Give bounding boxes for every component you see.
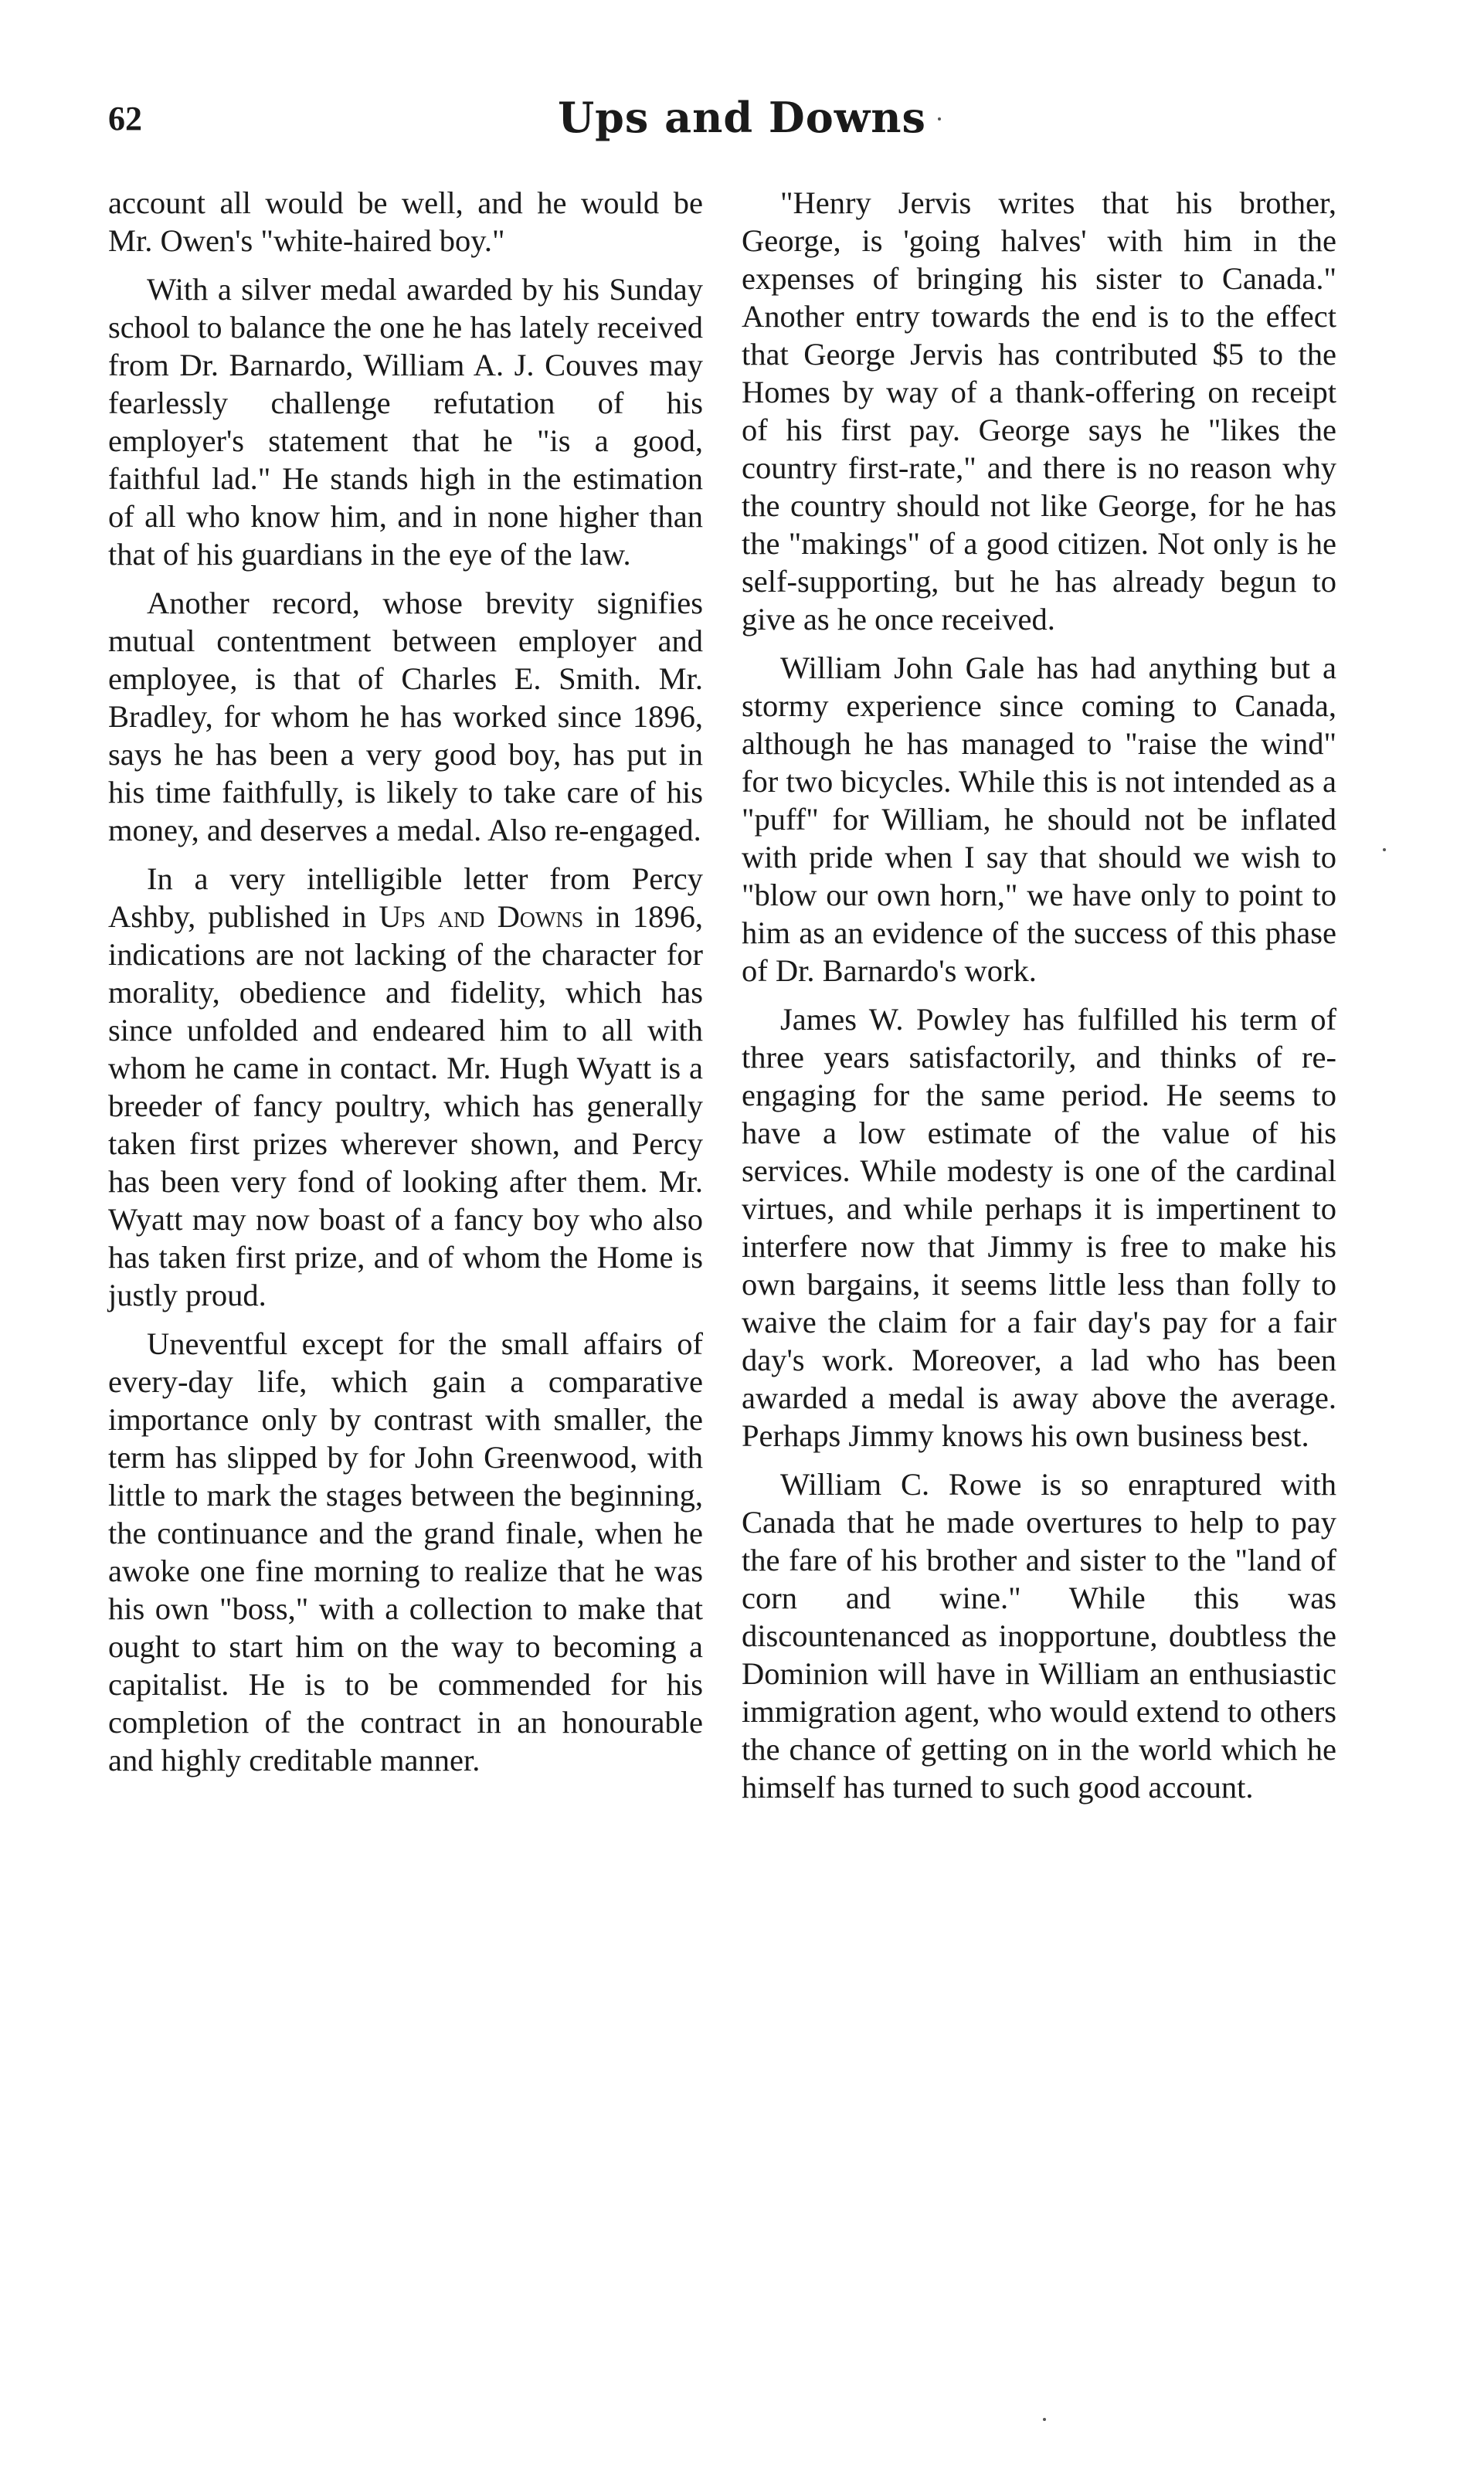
print-speck — [938, 117, 941, 121]
print-speck — [1043, 2418, 1046, 2421]
print-speck — [1383, 848, 1386, 851]
paragraph-gale: William John Gale has had anything but a stormy experience since coming to Canada, although he has managed to "raise the wind" for two bicycles. While this is not intended as a "puff" for William, he should not be inflated with pride when I say that should we wish to "blow our own horn," we have only to point to him as an evidence of the success of this phase of Dr. Barnardo's work. — [742, 650, 1336, 988]
magazine-name: Ups and Downs — [379, 899, 584, 934]
paragraph-couves: With a silver medal awarded by his Sunday school to balance the one he has lately received from Dr. Barnardo, William A. J. Couves may fearlessly challenge refutation of his employer's statement that he "is a good, faithful lad." He stands high in the estimation of all who know him, and in none higher than that of his guardians in the eye of the law. — [108, 272, 703, 572]
running-title: Ups and Downs — [558, 93, 926, 142]
paragraph-powley: James W. Powley has fulfilled his term of three years satisfactorily, and thinks of re-engaging for the same period. He seems to have a low estimate of the value of his services. While modesty is one of the cardinal virtues, and while perhaps it is impertinent to interfere now that Jimmy is free to make his own bargains, it seems little less than folly to waive the claim for a fair day's pay for a fair day's work. Moreover, a lad who has been awarded a medal is away above the average. Perhaps Jimmy knows his own business best. — [742, 1002, 1336, 1453]
paragraph-jervis: "Henry Jervis writes that his brother, George, is 'going halves' with him in the expenses of bringing his sister to Canada." Another entry towards the end is to the effect that George Jervis has contributed $5 to the Homes by way of a thank-offering on receipt of his first pay. George says he "likes the country first-rate," and there is no reason why the country should not like George, for he has the "makings" of a good citizen. Not only is he self-supporting, but he has already begun to give as he once received. — [742, 185, 1336, 637]
page-number: 62 — [108, 100, 142, 138]
paragraph-ashby — [108, 860, 703, 1314]
ashby-text-start: In a very intelligible letter from Percy Ashby, published in — [108, 861, 703, 934]
right-column — [742, 184, 1336, 1817]
paragraph-smith: Another record, whose brevity signifies mutual contentment between employer and employee, is that of Charles E. Smith. Mr. Bradley, for whom he has worked since 1896, says he has been a very good boy, has put in his time faithfully, is likely to take care of his money, and deserves a medal. Also re-engaged. — [108, 586, 703, 847]
paragraph-rowe: William C. Rowe is so enraptured with Canada that he made overtures to help to pay the fare of his brother and sister to the "land of corn and wine." While this was discountenanced as inopportune, doubtless the Dominion will have in William an enthusiastic immigration agent, who would extend to others the chance of getting on in the world which he himself has turned to such good account. — [742, 1467, 1336, 1805]
paragraph-greenwood: Uneventful except for the small affairs of every-day life, which gain a comparative importance only by contrast with smaller, the term has slipped by for John Greenwood, with little to mark the stages between the beginning, the continuance and the grand finale, when he awoke one fine morning to realize that he was his own "boss," with a collection to make that ought to start him on the way to becoming a capitalist. He is to be commended for his completion of the contract in an honourable and highly creditable manner. — [108, 1326, 703, 1777]
ashby-text-end: in 1896, indications are not lacking of the character for morality, obedience and fidelity, which has since unfolded and endeared him to all with whom he came in contact. Mr. Hugh Wyatt is a breeder of fancy poultry, which has generally taken first prizes wherever shown, and Percy has been very fond of looking after them. Mr. Wyatt may now boast of a fancy boy who also has taken first prize, and of whom the Home is justly proud. — [108, 899, 703, 1312]
paragraph-owen-continuation: account all would be well, and he would be Mr. Owen's "white-haired boy." — [108, 185, 703, 258]
left-column — [108, 184, 703, 1790]
